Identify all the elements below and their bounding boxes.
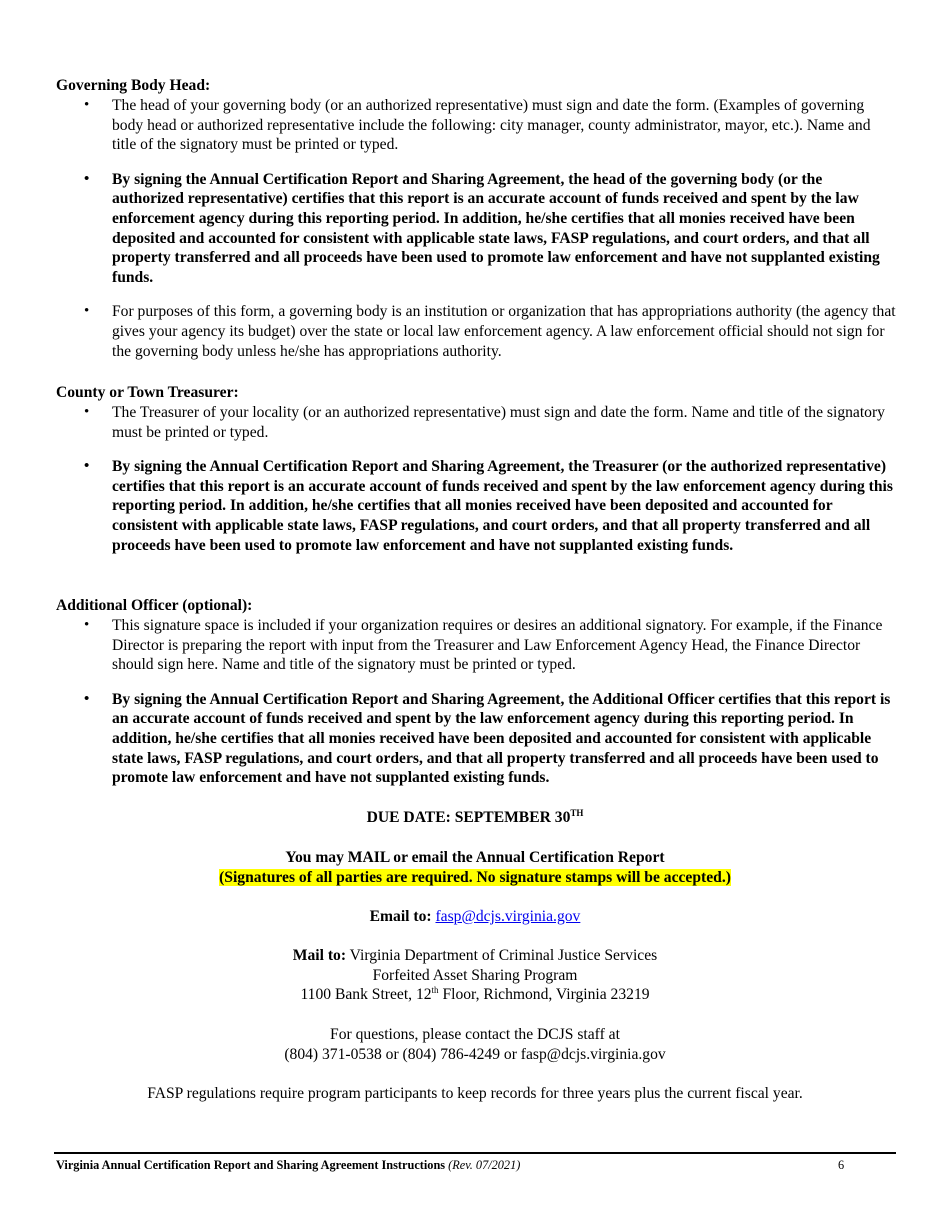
email-label: Email to:: [369, 908, 432, 925]
signature-required-notice: (Signatures of all parties are required. No signature stamps will be accepted.): [219, 868, 731, 886]
footer-document-title: Virginia Annual Certification Report and Sharing Agreement Instructions: [56, 1158, 446, 1172]
email-line: [0, 907, 950, 927]
treasurer-bullets: [56, 403, 896, 555]
footer-title: [56, 1157, 520, 1173]
bullet-item: • The head of your governing body (or an authorized representative) must sign and date the form. (Examples of governing body head or authorized representative include the following: city manager, county administrator, mayor, etc.). Name and title of the signatory must be printed or typed.: [56, 96, 896, 155]
due-date-suffix: TH: [570, 807, 584, 818]
page-number: 6: [838, 1158, 845, 1172]
questions-contact: [0, 1025, 950, 1064]
governing-body-bullets: [56, 96, 896, 361]
mail-to-line3: [0, 985, 950, 1005]
mail-to-line2: Forfeited Asset Sharing Program: [372, 966, 578, 984]
bullet-item: • This signature space is included if your organization requires or desires an additional signatory. For example, if the Finance Director is preparing the report with input from the Treasurer and Law Enforcement Agency Head, the Finance Director should sign here. Name and title of the signatory must be printed or typed.: [56, 616, 896, 675]
mail-to-label: Mail to:: [292, 947, 347, 964]
footer-revision: (Rev. 07/2021): [448, 1158, 521, 1172]
mail-notice: [0, 848, 950, 887]
mail-to-street: 1100 Bank Street, 12: [300, 986, 432, 1004]
bullet-item: • For purposes of this form, a governing body is an institution or organization that has appropriations authority (the agency that gives your agency its budget) over the state or local law enforcement agency. A law enforcement official should not sign for the governing body unless he/she has appropriations authority.: [56, 302, 896, 361]
bullet-item-bold: • By signing the Annual Certification Report and Sharing Agreement, the Additional Officer certifies that this report is an accurate account of funds received and spent by the law enforcement agency during this reporting period. In addition, he/she certifies that all monies received have been deposited and accounted for consistent with applicable state laws, FASP regulations, and court orders, and that all property transferred and all proceeds have been used to promote law enforcement and have not supplanted existing funds.: [56, 690, 896, 788]
questions-line2: (804) 371-0538 or (804) 786-4249 or fasp@dcjs.virginia.gov: [284, 1045, 666, 1063]
heading-additional-officer: Additional Officer (optional):: [56, 597, 253, 614]
mail-to-city: Floor, Richmond, Virginia 23219: [438, 986, 650, 1004]
footer-divider: [54, 1152, 896, 1154]
mail-to-line1: Virginia Department of Criminal Justice Services: [349, 947, 658, 964]
email-link[interactable]: fasp@dcjs.virginia.gov: [435, 908, 581, 925]
bullet-item: • The Treasurer of your locality (or an authorized representative) must sign and date the form. Name and title of the signatory must be printed or typed.: [56, 403, 896, 442]
mail-notice-line1: You may MAIL or email the Annual Certification Report: [285, 849, 665, 866]
due-date-text: DUE DATE: SEPTEMBER 30: [366, 809, 571, 826]
due-date: [0, 808, 950, 828]
bullet-item-bold: • By signing the Annual Certification Report and Sharing Agreement, the Treasurer (or the authorized representative) certifies that this report is an accurate account of funds received and spent by the law enforcement agency during this reporting period. In addition, he/she certifies that all monies received have been deposited and accounted for consistent with applicable state laws, FASP regulations, and court orders, and that all property transferred and all proceeds have been used to promote law enforcement and have not supplanted existing funds.: [56, 457, 896, 555]
heading-governing-body-head: Governing Body Head:: [56, 77, 211, 94]
bullet-item-bold: • By signing the Annual Certification Report and Sharing Agreement, the head of the governing body (or the authorized representative) certifies that this report is an accurate account of funds received and spent by the law enforcement agency during this reporting period. In addition, he/she certifies that all monies received have been deposited and accounted for consistent with applicable state laws, FASP regulations, and court orders, and that all property transferred and all proceeds have been used to promote law enforcement and have not supplanted existing funds.: [56, 170, 896, 288]
records-note: FASP regulations require program participants to keep records for three years plus the current fiscal year.: [147, 1085, 803, 1102]
floor-suffix: th: [431, 985, 439, 995]
mail-to-address: [0, 946, 950, 1005]
heading-treasurer: County or Town Treasurer:: [56, 384, 239, 401]
additional-officer-bullets: [56, 616, 896, 788]
questions-line1: For questions, please contact the DCJS staff at: [330, 1026, 620, 1043]
